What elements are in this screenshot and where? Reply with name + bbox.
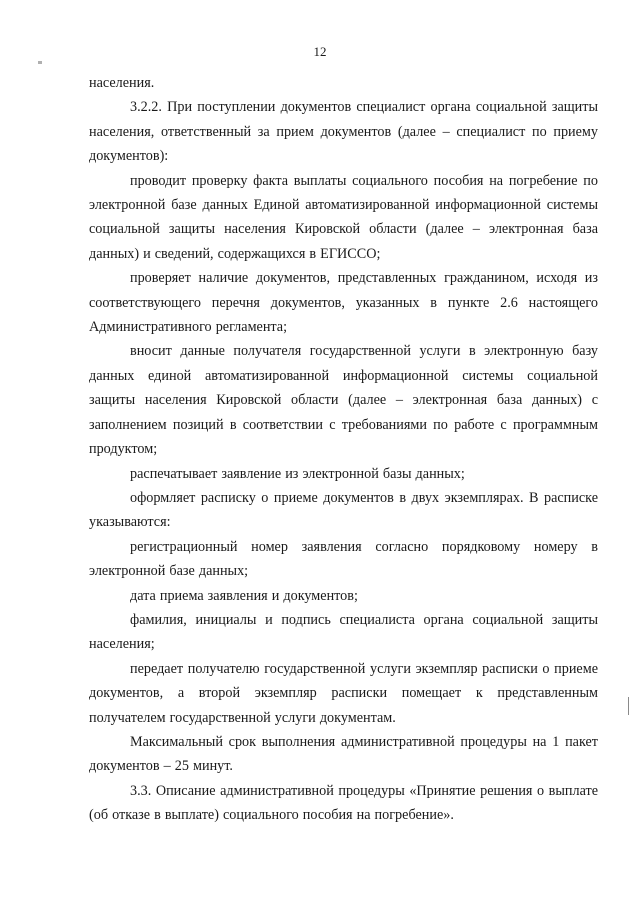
paragraph-check-payment: проводит проверку факта выплаты социального пособия на погребение по электронной базе данных Единой автоматизированной информационной системы социальной защиты населения Кировской области (далее – электронная база данных) и сведений, содержащихся в ЕГИССО; [89, 172, 598, 262]
paragraph-registration-number: регистрационный номер заявления согласно порядковому номеру в электронной базе данных; [89, 538, 598, 580]
paragraph-check-documents: проверяет наличие документов, представленных гражданином, исходя из соответствующего перечня документов, указанных в пункте 2.6 настоящего Административного регламента; [89, 270, 598, 336]
paragraph-enter-data: вносит данные получателя государственной услуги в электронную базу данных единой автоматизированной информационной системы социальной защиты населения Кировской области (далее – электронная база данных) с заполнением позиций в соответствии с требованиями по работе с программным продуктом; [89, 343, 598, 458]
paragraph-3-2-2: 3.2.2. При поступлении документов специалист органа социальной защиты населения, ответственный за прием документов (далее – специалист по приему документов): [89, 99, 598, 165]
paragraph-3-3: 3.3. Описание административной процедуры «Принятие решения о выплате (об отказе в выплате) социального пособия на погребение». [89, 782, 598, 824]
paragraph-specialist-signature: фамилия, инициалы и подпись специалиста органа социальной защиты населения; [89, 611, 598, 653]
scan-mark-left [38, 61, 42, 64]
page-number: 12 [313, 44, 327, 59]
paragraph-max-duration: Максимальный срок выполнения административной процедуры на 1 пакет документов – 25 минут. [89, 733, 598, 775]
paragraph-continuation: населения. [89, 75, 155, 91]
scan-mark-right [628, 697, 629, 715]
paragraph-hand-over-receipt: передает получателю государственной услуги экземпляр расписки о приеме документов, а второй экземпляр расписки помещает к представленным получателем государственной услуги документам. [89, 660, 598, 726]
paragraph-issue-receipt: оформляет расписку о приеме документов в двух экземплярах. В расписке указываются: [89, 489, 598, 531]
document-body [89, 71, 598, 828]
paragraph-receipt-date: дата приема заявления и документов; [130, 587, 358, 604]
paragraph-print-application: распечатывает заявление из электронной базы данных; [130, 465, 465, 482]
